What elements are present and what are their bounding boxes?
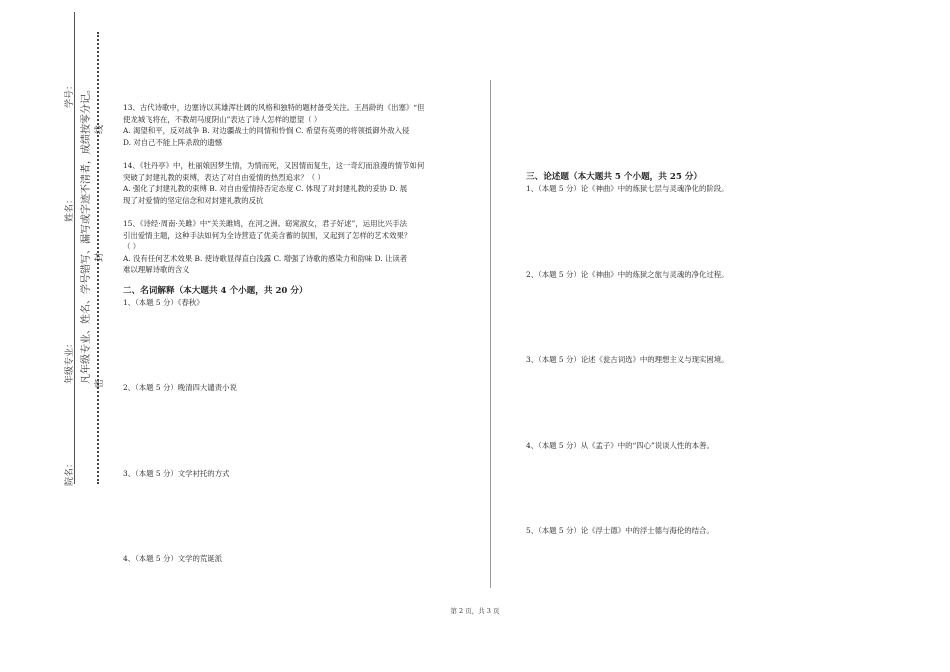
essay-item-3: 3、（本题 5 分）论述《瓮古词选》中的理想主义与现实困境。	[526, 355, 729, 364]
seal-char-mi: 密	[95, 378, 105, 388]
college-name-label: 院名：	[65, 458, 75, 486]
question-13	[123, 102, 473, 148]
essay-item-2: 2、（本题 5 分）论《神曲》中的炼狱之旅与灵魂的净化过程。	[526, 269, 729, 279]
seal-char-feng: 封	[95, 252, 105, 262]
question-options: A. 强化了封建礼教的束缚 B. 对自由爱情持否定态度 C. 体现了对封建礼教的妥协 D. 展	[123, 184, 408, 193]
term-item-4: 4、（本题 5 分）文学的荒诞派	[123, 554, 223, 563]
section-2-title: 二、名词解释（本大题共 4 个小题，共 20 分）	[123, 285, 308, 296]
section-3-title: 三、论述题（本大题共 5 个小题，共 25 分）	[526, 172, 703, 182]
essay-item-1: 1、（本题 5 分）论《神曲》中的炼狱七层与灵魂净化的阶段。	[526, 184, 729, 193]
question-15	[123, 218, 473, 276]
question-options: A. 渴望和平，反对战争 B. 对边疆战士的同情和怜悯 C. 希望有英勇的将领抵御外敌入侵	[123, 126, 410, 135]
left-column	[123, 102, 473, 565]
question-options: D. 对自己不能上阵杀敌的遗憾	[123, 137, 223, 147]
question-line: 15、《诗经·周南·关雎》中“关关雎鸠，在河之洲。窈窕淑女，君子好逑”，运用比兴手法	[123, 219, 408, 228]
term-item-2: 2、（本题 5 分）晚清四大谴责小说	[123, 383, 237, 392]
question-options: 现了对爱情的坚定信念和对封建礼教的反抗	[123, 195, 264, 205]
question-line: 14、《牡丹亭》中，杜丽娘因梦生情，为情而死，又因情而复生，这一奇幻而浪漫的情节如何	[123, 161, 425, 170]
student-name-label: 姓名：	[65, 194, 75, 222]
essay-item-5: 5、（本题 5 分）论《浮士德》中的浮士德与海伦的结合。	[526, 526, 714, 535]
column-divider	[490, 80, 491, 588]
question-line: 13、古代诗歌中，边塞诗以其雄浑壮阔的风格和独特的题材备受关注。王昌龄的《出塞》“但	[123, 103, 425, 112]
binding-strip	[0, 0, 110, 672]
grade-major-label: 年级专业：	[65, 338, 75, 384]
question-options: A. 没有任何艺术效果 B. 使诗歌显得直白浅露 C. 增强了诗歌的感染力和韵味 D. 让读者	[123, 253, 408, 263]
term-item-3: 3、（本题 5 分）文学衬托的方式	[123, 468, 230, 478]
question-line: （ ）	[123, 242, 141, 251]
question-line: 突破了封建礼教的束缚，表达了对自由爱情的热烈追求？（ ）	[123, 172, 325, 182]
question-line: 引出爱情主题，这种手法如何为全诗营造了优美含蓄的氛围，又起到了怎样的艺术效果？	[123, 230, 412, 240]
question-line: 使龙城飞将在，不教胡马度阴山”表达了诗人怎样的愿望（ ）	[123, 114, 322, 124]
right-column	[526, 171, 856, 537]
binding-rule-text: 凡年级专业、姓名、学号错写、漏写或字迹不清者，成绩按零分记。	[81, 84, 92, 384]
question-options: 难以理解诗歌的含义	[123, 265, 190, 274]
question-14	[123, 160, 473, 206]
page-footer: 第 2 页，共 3 页	[450, 607, 500, 615]
student-id-label: 学号：	[65, 80, 75, 108]
term-item-1: 1、（本题 5 分）《春秋》	[123, 297, 204, 307]
essay-item-4: 4、（本题 5 分）从《孟子》中的“四心”说谈人性的本善。	[526, 440, 714, 450]
seal-char-xian: 线	[95, 124, 105, 134]
